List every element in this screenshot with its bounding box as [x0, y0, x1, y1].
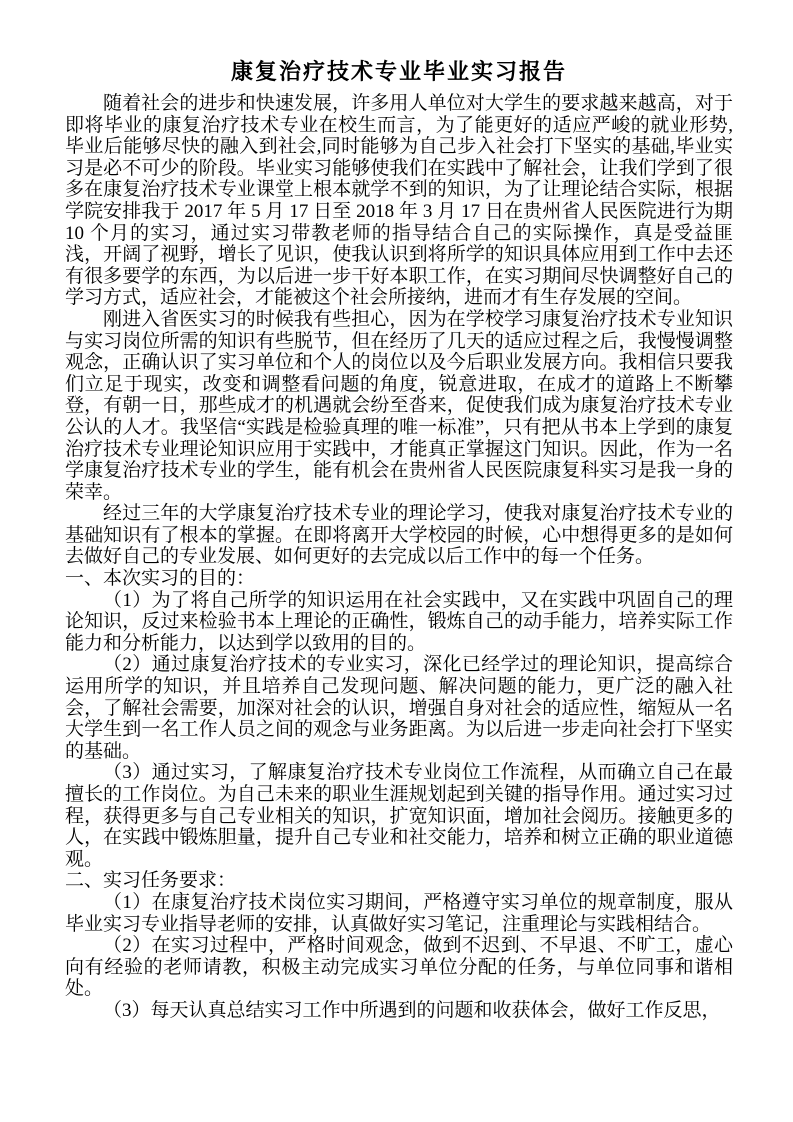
- paragraph-intro-3: 经过三年的大学康复治疗技术专业的理论学习，使我对康复治疗技术专业的基础知识有了根本的掌握。在即将离开大学校园的时候，心中想得更多的是如何去做好自己的专业发展、如何更好的去完成以后工作中的每一个任务。: [65, 503, 733, 568]
- document-body: [65, 93, 733, 1022]
- paragraph-task-2: （2）在实习过程中，严格时间观念，做到不迟到、不早退、不旷工，虚心向有经验的老师请教，积极主动完成实习单位分配的任务，与单位同事和谐相处。: [65, 935, 733, 1000]
- section-heading-purpose: 一、本次实习的目的：: [65, 568, 256, 590]
- document-title: 康复治疗技术专业毕业实习报告: [230, 59, 567, 84]
- paragraph-task-3: （3）每天认真总结实习工作中所遇到的问题和收获体会，做好工作反思，: [103, 999, 721, 1021]
- paragraph-purpose-2: （2）通过康复治疗技术的专业实习，深化已经学过的理论知识，提高综合运用所学的知识，并且培养自己发现问题、解决问题的能力，更广泛的融入社会，了解社会需要，加深对社会的认识，增强自身对社会的适应性，缩短从一名大学生到一名工作人员之间的观念与业务距离。为以后进一步走向社会打下坚实的基础。: [65, 654, 733, 762]
- paragraph-intro-1: 随着社会的进步和快速发展，许多用人单位对大学生的要求越来越高，对于即将毕业的康复治疗技术专业在校生而言，为了能更好的适应严峻的就业形势,毕业后能够尽快的融入到社会,同时能够为自己步入社会打下坚实的基础,毕业实习是必不可少的阶段。毕业实习能够使我们在实践中了解社会，让我们学到了很多在康复治疗技术专业课堂上根本就学不到的知识，为了让理论结合实际，根据学院安排我于 2017 年 5 月 17 日至 2018 年 3 月 17 日在贵州省人民医院进行为期 10 个月的实习，通过实习带教老师的指导结合自己的实际操作，真是受益匪浅，开阔了视野，增长了见识，使我认识到将所学的知识具体应用到工作中去还有很多要学的东西，为以后进一步干好本职工作，在实习期间尽快调整好自己的学习方式，适应社会，才能被这个社会所接纳，进而才有生存发展的空间。: [65, 93, 733, 309]
- section-heading-tasks: 二、实习任务要求：: [65, 870, 237, 892]
- paragraph-purpose-1: （1）为了将自己所学的知识运用在社会实践中，又在实践中巩固自己的理论知识，反过来检验书本上理论的正确性，锻炼自己的动手能力，培养实际工作能力和分析能力，以达到学以致用的目的。: [65, 589, 733, 654]
- paragraph-intro-2: 刚进入省医实习的时候我有些担心，因为在学校学习康复治疗技术专业知识与实习岗位所需的知识有些脱节，但在经历了几天的适应过程之后，我慢慢调整观念，正确认识了实习单位和个人的岗位以及今后职业发展方向。我相信只要我们立足于现实，改变和调整看问题的角度，锐意进取，在成才的道路上不断攀登，有朝一日，那些成才的机遇就会纷至沓来，促使我们成为康复治疗技术专业公认的人才。我坚信“实践是检验真理的唯一标准”，只有把从书本上学到的康复治疗技术专业理论知识应用于实践中，才能真正掌握这门知识。因此，作为一名学康复治疗技术专业的学生，能有机会在贵州省人民医院康复科实习是我一身的荣幸。: [65, 308, 733, 503]
- paragraph-task-1: （1）在康复治疗技术岗位实习期间，严格遵守实习单位的规章制度，服从毕业实习专业指导老师的安排，认真做好实习笔记，注重理论与实践相结合。: [65, 891, 733, 935]
- paragraph-purpose-3: （3）通过实习，了解康复治疗技术专业岗位工作流程，从而确立自己在最擅长的工作岗位。为自己未来的职业生涯规划起到关键的指导作用。通过实习过程，获得更多与自己专业相关的知识，扩宽知识面，增加社会阅历。接触更多的人，在实践中锻炼胆量，提升自己专业和社交能力，培养和树立正确的职业道德观。: [65, 762, 733, 870]
